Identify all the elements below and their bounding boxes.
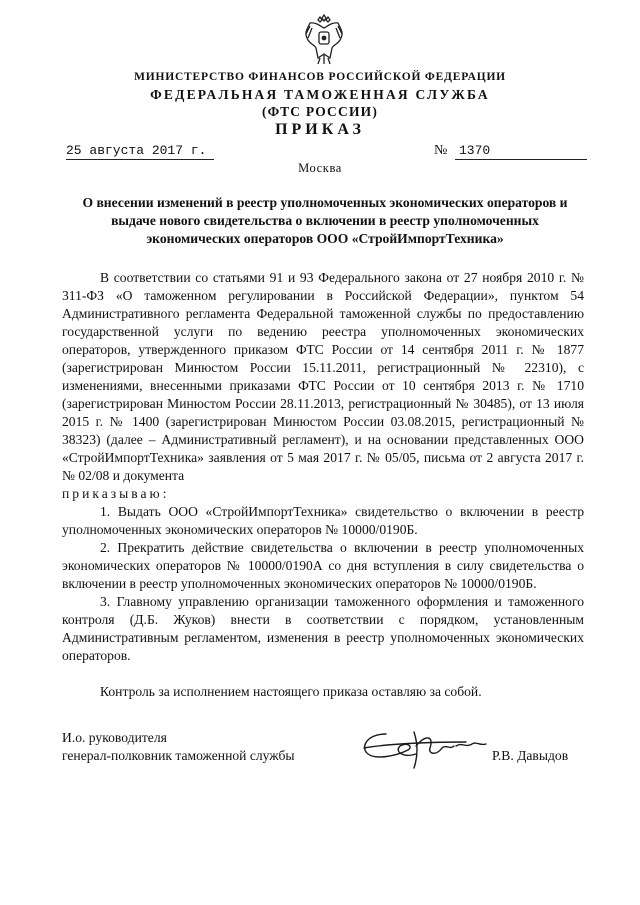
preamble: В соответствии со статьями 91 и 93 Федерального закона от 27 ноября 2010 г. № 311-ФЗ «О таможенном регулировании в Российской Федерации», пунктом 54 Административного регламента Федеральной таможенной службы по предоставлению государственной услуги по ведению реестра уполномоченных экономических операторов, утвержденного приказом ФТС России от 14 сентября 2011 г. № 1877 (зарегистрирован Минюстом России 15.11.2011, регистрационный № 22310), с изменениями, внесенными приказами ФТС России от 10 сентября 2013 г. № 1710 (зарегистрирован Минюстом России 28.11.2013, регистрационный № 30485), от 13 июля 2015 г. № 1400 (зарегистрирован Минюстом России 03.08.2015, регистрационный № 38323) (далее – Административный регламент), и на основании представленных ООО «СтройИмпортТехника» заявления от 5 мая 2017 г. № 05/05, письма от 2 августа 2017 г. № 02/08 и документа (62, 270, 584, 483)
city: Москва (298, 161, 342, 175)
document-type: ПРИКАЗ (275, 121, 365, 138)
signatory-name: Р.В. Давыдов (492, 748, 569, 763)
order-word: приказываю: (62, 486, 170, 501)
position-line-1: И.о. руководителя (62, 730, 167, 745)
order-date: 25 августа 2017 г. (66, 143, 214, 160)
order-word-line (62, 485, 584, 503)
signatory-position (62, 729, 295, 765)
number-sign: № (434, 143, 448, 158)
document-body (62, 269, 584, 701)
position-line-2: генерал-полковник таможенной службы (62, 748, 295, 763)
order-number: 1370 (455, 143, 587, 160)
order-item-1: 1. Выдать ООО «СтройИмпортТехника» свидетельство о включении в реестр уполномоченных экономических операторов № 10000/0190Б. (62, 504, 584, 537)
order-item-3: 3. Главному управлению организации таможенного оформления и таможенного контроля (Д.Б. Жуков) внести в соответствии с порядком, установленным Административным регламентом, изменения в реестр уполномоченных экономических операторов. (62, 594, 584, 663)
service-abbreviation: (ФТС РОССИИ) (261, 104, 379, 119)
document-heading: О внесении изменений в реестр уполномоченных экономических операторов и выдаче нового свидетельства о включении в реестр уполномоченных экономических операторов ООО «СтройИмпортТехника» (82, 195, 568, 246)
service-name: ФЕДЕРАЛЬНАЯ ТАМОЖЕННАЯ СЛУЖБА (150, 87, 490, 102)
control-clause: Контроль за исполнением настоящего приказа оставляю за собой. (100, 684, 482, 699)
ministry-name: МИНИСТЕРСТВО ФИНАНСОВ РОССИЙСКОЙ ФЕДЕРАЦИИ (134, 71, 506, 83)
order-item-2: 2. Прекратить действие свидетельства о включении в реестр уполномоченных экономических операторов № 10000/0190А со дня вступления в силу свидетельства о включении в реестр уполномоченных экономических операторов № 10000/0190Б. (62, 540, 584, 591)
coat-of-arms-icon (298, 14, 350, 66)
handwritten-signature-icon (356, 724, 496, 770)
